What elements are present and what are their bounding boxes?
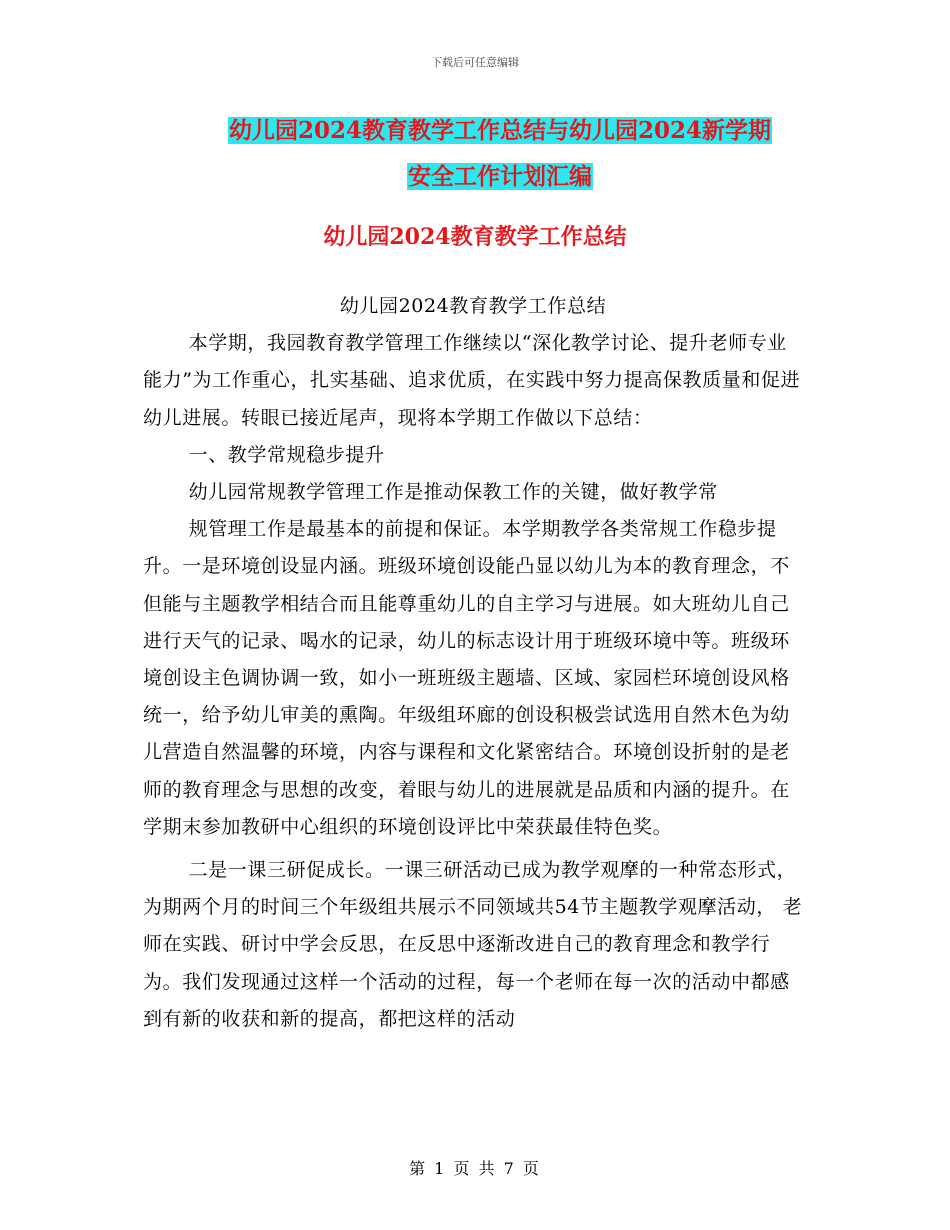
page-footer: 第 1 页 共 7 页 bbox=[409, 1159, 541, 1178]
header-note: 下载后可任意编辑 bbox=[431, 56, 519, 69]
sub-title: 幼儿园2024教育教学工作总结 bbox=[339, 295, 607, 317]
paragraph-environment: 规管理工作是最基本的前提和保证。本学期教学各类常规工作稳步提升。一是环境创设显内涵。班级环境创设能凸显以幼儿为本的教育理念，不但能与主题教学相结合而且能尊重幼儿的自主学习与进展。如大班幼儿自己进行天气的记录、喝水的记录，幼儿的标志设计用于班级环境中等。班级环境创设主色调协调一致，如小一班班级主题墙、区域、家园栏环境创设风格统一，给予幼儿审美的熏陶。年级组环廊的创设积极尝试选用自然木色为幼儿营造自然温馨的环境，内容与课程和文化紧密结合。环境创设折射的是老师的教育理念与思想的改变，着眼与幼儿的进展就是品质和内涵的提升。在学期末参加教研中心组织的环境创设评比中荣获最佳特色奖。 bbox=[143, 518, 790, 838]
document-title bbox=[160, 108, 840, 200]
title-line-1: 幼儿园2024教育教学工作总结与幼儿园2024新学期 bbox=[228, 117, 772, 144]
title-line-2: 安全工作计划汇编 bbox=[408, 163, 592, 190]
paragraph-routine-lead: 幼儿园常规教学管理工作是推动保教工作的关键，做好教学常 bbox=[188, 481, 718, 504]
heading-teaching-routine: 一、教学常规稳步提升 bbox=[188, 443, 385, 466]
paragraph-intro: 本学期，我园教育教学管理工作继续以“深化教学讨论、提升老师专业能力”为工作重心，扎实基础、追求优质，在实践中努力提高保教质量和促进幼儿进展。转眼已接近尾声，现将本学期工作做以下总结： bbox=[143, 332, 801, 429]
document-body bbox=[143, 288, 803, 1038]
paragraph-one-lesson-three-study: 二是一课三研促成长。一课三研活动已成为教学观摩的一种常态形式，为期两个月的时间三个年级组共展示不同领域共54节主题教学观摩活动， 老师在实践、研讨中学会反思，在反思中逐渐改进自己的教育理念和教学行为。我们发现通过这样一个活动的过程，每一个老师在每一次的活动中都感到有新的收获和新的提高，都把这样的活动 bbox=[143, 859, 803, 1030]
section-title: 幼儿园2024教育教学工作总结 bbox=[323, 224, 627, 250]
